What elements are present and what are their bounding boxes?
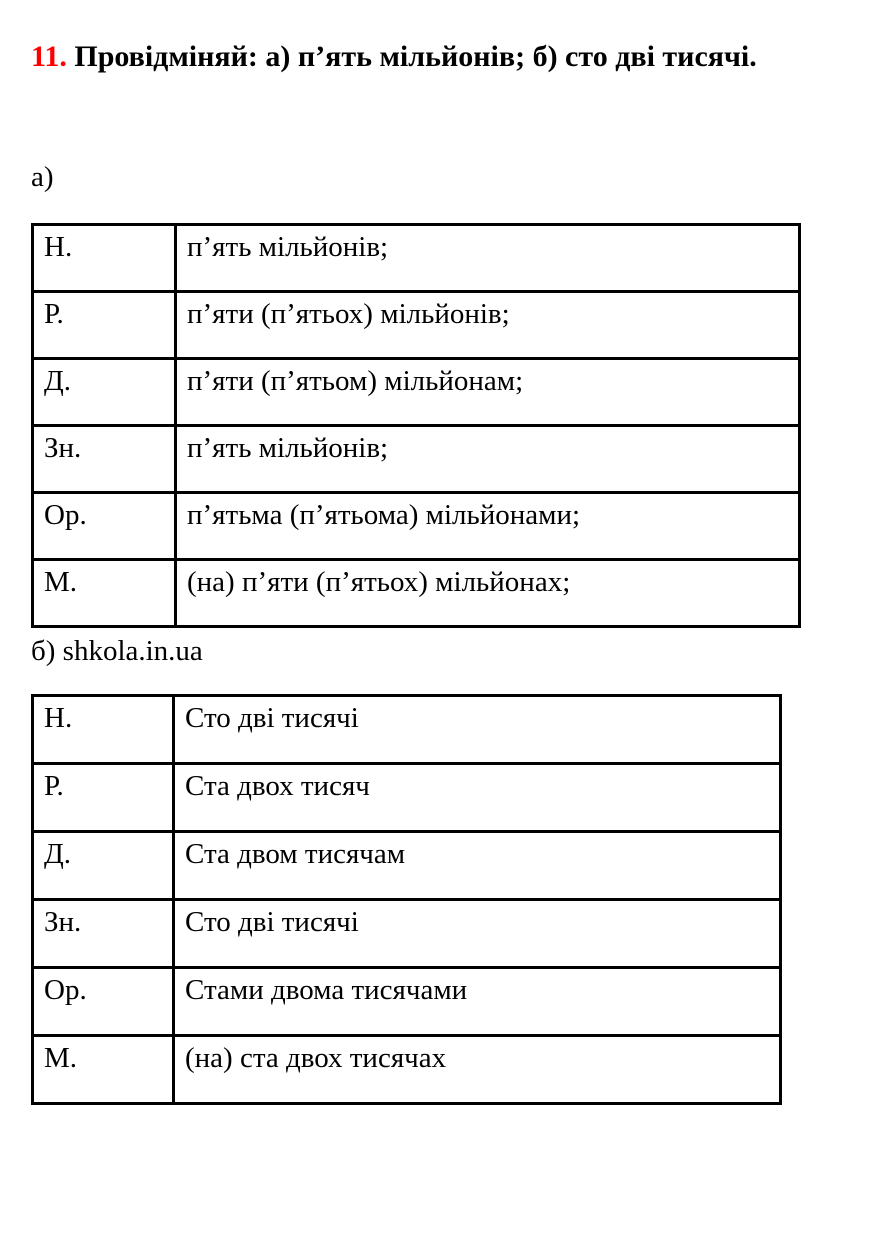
table-row — [33, 832, 781, 900]
table-row — [33, 900, 781, 968]
case-abbreviation: Р. — [33, 764, 174, 832]
case-abbreviation: Н. — [33, 225, 176, 292]
table-row — [33, 292, 800, 359]
case-form: Стами двома тисячами — [174, 968, 781, 1036]
case-abbreviation: Зн. — [33, 426, 176, 493]
task-title-text: Провідміняй: а) п’ять мільйонів; б) сто дві тисячі. — [66, 40, 757, 73]
table-row — [33, 225, 800, 292]
case-form: Ста двох тисяч — [174, 764, 781, 832]
part-a-label: а) — [31, 161, 54, 193]
case-abbreviation: Н. — [33, 696, 174, 764]
part-b-label: б) shkola.in.ua — [31, 635, 203, 667]
case-form: п’ятьма (п’ятьома) мільйонами; — [176, 493, 800, 560]
table-row — [33, 696, 781, 764]
case-form: п’яти (п’ятьох) мільйонів; — [176, 292, 800, 359]
case-form: (на) ста двох тисячах — [174, 1036, 781, 1104]
case-abbreviation: Ор. — [33, 968, 174, 1036]
case-form: Сто дві тисячі — [174, 696, 781, 764]
case-form: п’ять мільйонів; — [176, 225, 800, 292]
table-row — [33, 493, 800, 560]
page-title — [31, 30, 831, 83]
case-abbreviation: Р. — [33, 292, 176, 359]
table-row — [33, 764, 781, 832]
declension-table-part-a — [31, 223, 801, 628]
case-abbreviation: Ор. — [33, 493, 176, 560]
case-abbreviation: Д. — [33, 832, 174, 900]
table-row — [33, 560, 800, 627]
case-form: п’ять мільйонів; — [176, 426, 800, 493]
case-abbreviation: Д. — [33, 359, 176, 426]
case-abbreviation: М. — [33, 560, 176, 627]
case-form: Ста двом тисячам — [174, 832, 781, 900]
case-abbreviation: Зн. — [33, 900, 174, 968]
case-form: Сто дві тисячі — [174, 900, 781, 968]
task-number: 11. — [31, 40, 67, 73]
table-row — [33, 968, 781, 1036]
case-form: (на) п’яти (п’ятьох) мільйонах; — [176, 560, 800, 627]
declension-table-part-b — [31, 694, 782, 1105]
case-abbreviation: М. — [33, 1036, 174, 1104]
table-row — [33, 359, 800, 426]
table-row — [33, 1036, 781, 1104]
case-form: п’яти (п’ятьом) мільйонам; — [176, 359, 800, 426]
table-row — [33, 426, 800, 493]
